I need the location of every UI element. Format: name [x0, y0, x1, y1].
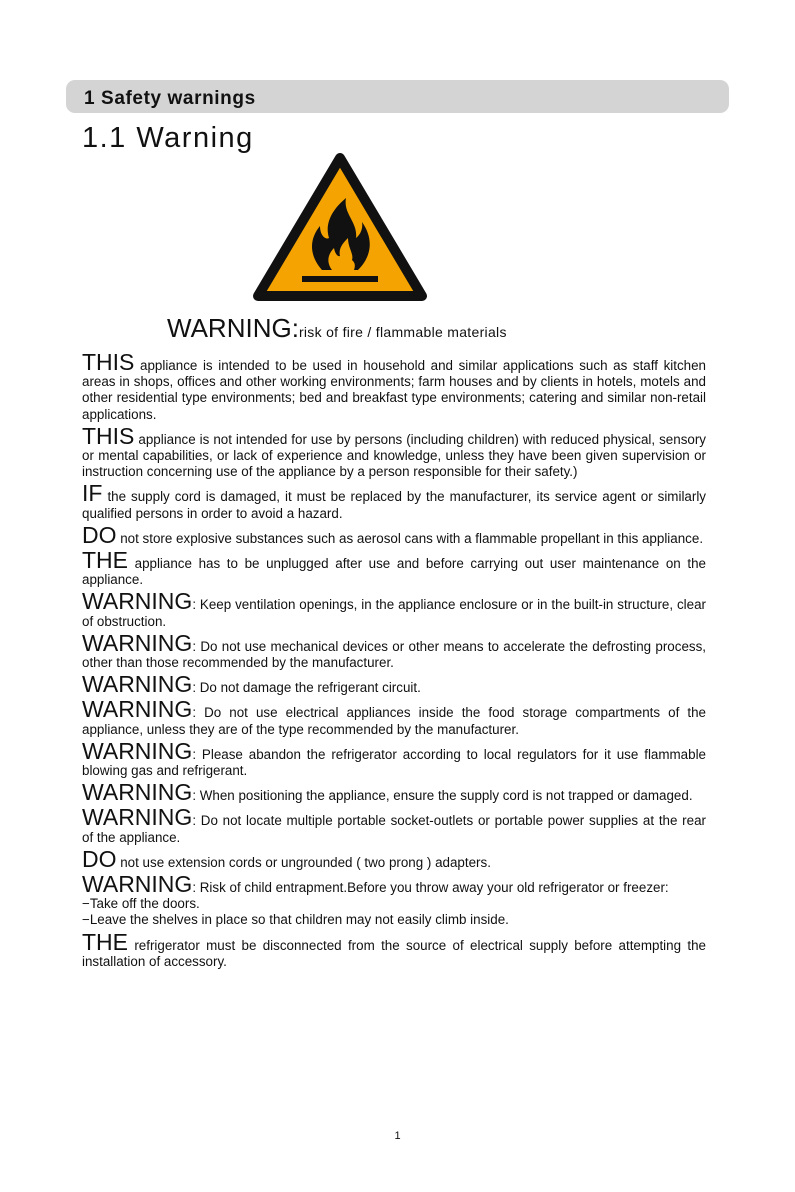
- caption-warning-word: WARNING: [167, 313, 292, 343]
- warning-item: [82, 480, 706, 521]
- warning-item: [82, 779, 706, 806]
- warning-text: : Do not locate multiple portable socket-outlets or portable power supplies at the rear of the appliance.: [82, 813, 706, 845]
- warning-item: [82, 422, 706, 481]
- warning-item: [82, 804, 706, 845]
- page-number: 1: [394, 1130, 401, 1142]
- warning-lead-word: IF: [82, 480, 103, 507]
- caption-colon: :: [291, 313, 299, 343]
- caption-text: risk of fire / flammable materials: [298, 324, 507, 340]
- warning-item: [82, 547, 706, 588]
- warning-lead-word: THIS: [82, 422, 135, 449]
- subheading: 1.1 Warning: [82, 122, 254, 154]
- warning-lead-word: WARNING: [82, 588, 193, 615]
- warning-item: [82, 349, 706, 423]
- warning-item: [82, 521, 706, 548]
- warning-text: appliance has to be unplugged after use and before carrying out user maintenance on the appliance.: [82, 556, 706, 588]
- warning-item: [82, 588, 706, 629]
- warning-item: [82, 671, 706, 698]
- warning-item: [82, 629, 706, 671]
- section-title: 1 Safety warnings: [84, 88, 256, 109]
- flame-warning-icon: [250, 150, 430, 306]
- warning-text: : Keep ventilation openings, in the appliance enclosure or in the built-in structure, clear of obstruction.: [82, 597, 706, 629]
- warning-lead-word: DO: [82, 521, 117, 548]
- warning-lead-word: WARNING: [82, 737, 193, 764]
- warning-text: appliance is intended to be used in household and similar applications such as staff kitchen areas in shops, offices and other working environments; farm houses and by clients in hotels, motels and other residential type environments; bed and breakfast type environments; catering and similar non-retail applications.: [82, 358, 706, 422]
- warning-item: [82, 696, 706, 737]
- warning-lead-word: WARNING: [82, 804, 193, 831]
- warning-text: : Do not damage the refrigerant circuit.: [192, 680, 421, 696]
- warning-text: not use extension cords or ungrounded ( two prong ) adapters.: [116, 854, 491, 870]
- warning-sub-line: −Leave the shelves in place so that children may not easily climb inside.: [82, 912, 509, 928]
- warning-lead-word: THE: [82, 547, 128, 574]
- warning-text: : Risk of child entrapment.Before you throw away your old refrigerator or freezer:: [192, 880, 669, 896]
- warning-lead-word: WARNING: [82, 629, 193, 656]
- warning-lead-word: WARNING: [82, 871, 193, 898]
- warning-item: [82, 845, 706, 872]
- warning-lead-word: THE: [82, 928, 128, 955]
- warning-text: : When positioning the appliance, ensure the supply cord is not trapped or damaged.: [192, 788, 693, 804]
- warning-item: [82, 737, 706, 779]
- warning-lead-word: WARNING: [82, 696, 193, 723]
- warning-list: [82, 349, 706, 973]
- warning-text: refrigerator must be disconnected from the source of electrical supply before attempting the installation of accessory.: [82, 937, 706, 969]
- warning-lead-word: DO: [82, 845, 117, 872]
- warning-text: : Please abandon the refrigerator according to local regulators for it use flammable blowing gas and refrigerant.: [82, 746, 706, 779]
- warning-item: [82, 928, 706, 970]
- warning-lead-word: WARNING: [82, 779, 193, 806]
- warning-text: : Do not use electrical appliances inside the food storage compartments of the appliance, unless they are of the type recommended by the manufacturer.: [82, 705, 706, 737]
- section-header-bar: [66, 80, 729, 113]
- warning-text: the supply cord is damaged, it must be replaced by the manufacturer, its service agent or similarly qualified persons in order to avoid a hazard.: [82, 489, 706, 521]
- warning-lead-word: THIS: [82, 349, 135, 375]
- warning-text: appliance is not intended for use by persons (including children) with reduced physical, sensory or mental capabilities, or lack of experience and knowledge, unless they have been given supervision or instruction concerning use of the appliance by a person responsible for their safety.): [82, 431, 706, 480]
- warning-item: [82, 871, 706, 929]
- warning-lead-word: WARNING: [82, 671, 193, 698]
- fire-warning-caption: [167, 313, 507, 344]
- warning-sub-line: −Take off the doors.: [82, 896, 200, 912]
- warning-text: not store explosive substances such as aerosol cans with a flammable propellant in this appliance.: [116, 530, 704, 546]
- warning-text: : Do not use mechanical devices or other means to accelerate the defrosting process, other than those recommended by the manufacturer.: [82, 638, 706, 671]
